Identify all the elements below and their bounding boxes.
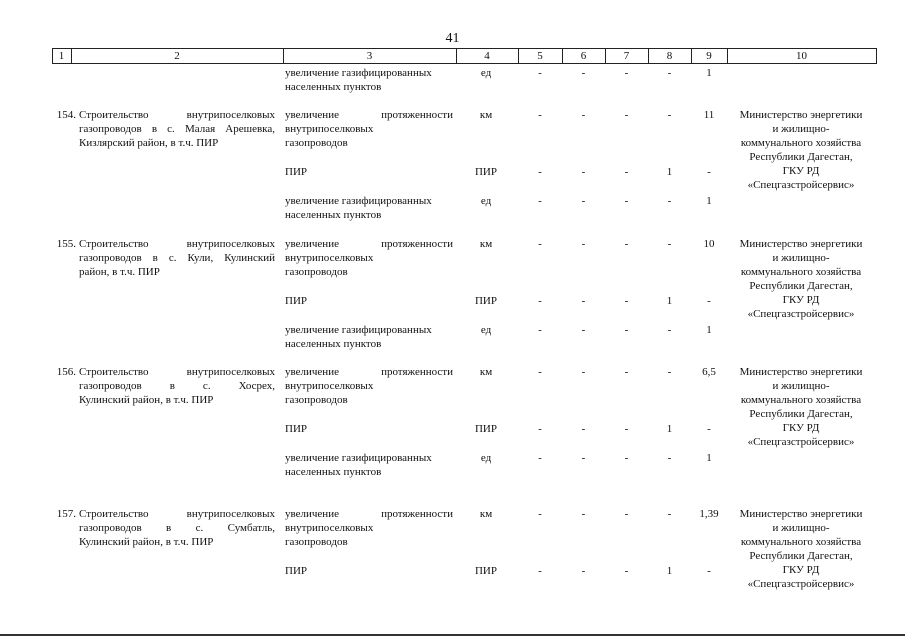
header-divider: [876, 48, 877, 64]
value-c5: -: [538, 565, 542, 577]
entry-name: газопроводов в с. Малая Арешевка,: [79, 123, 275, 135]
entry-name: газопроводов в с. Кули, Кулинский: [79, 252, 275, 264]
agency-text: коммунального хозяйства: [740, 137, 862, 149]
indicator-text: населенных пунктов: [285, 209, 382, 221]
value-c7: -: [624, 423, 629, 435]
entry-number: 157.: [56, 508, 76, 520]
value-c8: -: [667, 109, 672, 121]
header-cell-9: 9: [706, 50, 712, 62]
indicator-text: ПИР: [285, 295, 308, 307]
value-c4: км: [479, 508, 493, 520]
agency-text: ГКУ РД: [782, 422, 820, 434]
indicator-text: населенных пунктов: [285, 81, 382, 93]
indicator-text: увеличение протяженности: [285, 238, 453, 250]
value-c5: -: [538, 452, 542, 464]
agency-text: Республики Дагестан,: [749, 408, 853, 420]
value-c9: 1: [706, 67, 712, 79]
indicator-text: населенных пунктов: [285, 338, 382, 350]
indicator-text: газопроводов: [285, 394, 348, 406]
value-c7: -: [624, 565, 629, 577]
entry-name: Кулинский район, в т.ч. ПИР: [79, 536, 214, 548]
indicator-text: увеличение протяженности: [285, 109, 453, 121]
value-c7: -: [624, 366, 629, 378]
indicator-text: увеличение газифицированных: [285, 324, 432, 336]
value-c4: ПИР: [474, 565, 497, 577]
value-c8: 1: [666, 166, 673, 178]
value-c5: -: [538, 324, 542, 336]
entry-number: 156.: [56, 366, 76, 378]
value-c9: 10: [703, 238, 715, 250]
value-c4: км: [479, 238, 493, 250]
agency-text: ГКУ РД: [782, 294, 820, 306]
indicator-text: газопроводов: [285, 266, 348, 278]
value-c4: км: [479, 366, 493, 378]
indicator-text: ПИР: [285, 565, 308, 577]
indicator-text: внутрипоселковых: [285, 380, 374, 392]
value-c7: -: [624, 295, 629, 307]
indicator-text: увеличение газифицированных: [285, 452, 432, 464]
value-c7: -: [624, 166, 629, 178]
entry-name: Кулинский район, в т.ч. ПИР: [79, 394, 214, 406]
indicator-text: внутрипоселковых: [285, 123, 374, 135]
agency-text: коммунального хозяйства: [740, 394, 862, 406]
value-c6: -: [581, 195, 586, 207]
entry-name: газопроводов в с. Хосрех,: [79, 380, 275, 392]
header-cell-1: 1: [58, 50, 65, 62]
value-c9: 6,5: [702, 366, 716, 378]
value-c7: -: [624, 452, 629, 464]
value-c6: -: [581, 295, 586, 307]
indicator-text: населенных пунктов: [285, 466, 382, 478]
agency-text: коммунального хозяйства: [740, 536, 862, 548]
indicator-text: увеличение газифицированных: [285, 67, 432, 79]
value-c5: -: [538, 423, 542, 435]
entry-name: Строительство внутрипоселковых: [79, 508, 275, 520]
page-number: 41: [445, 31, 460, 46]
value-c7: -: [624, 238, 629, 250]
value-c6: -: [581, 166, 586, 178]
header-cell-8: 8: [666, 50, 673, 62]
value-c8: -: [667, 195, 672, 207]
header-cell-7: 7: [623, 50, 630, 62]
entry-name: Строительство внутрипоселковых: [79, 109, 275, 121]
value-c4: ПИР: [474, 166, 497, 178]
agency-text: и жилищно-: [772, 252, 830, 264]
indicator-text: увеличение протяженности: [285, 366, 453, 378]
agency-text: «Спецгазстройсервис»: [747, 179, 855, 191]
agency-text: Республики Дагестан,: [749, 550, 853, 562]
entry-name: Кизлярский район, в т.ч. ПИР: [79, 137, 219, 149]
value-c8: -: [667, 452, 672, 464]
indicator-text: ПИР: [285, 166, 308, 178]
value-c9: 1: [706, 452, 712, 464]
value-c8: 1: [666, 423, 673, 435]
value-c8: -: [667, 508, 672, 520]
value-c7: -: [624, 324, 629, 336]
entry-name: район, в т.ч. ПИР: [79, 266, 160, 278]
value-c5: -: [538, 67, 542, 79]
value-c6: -: [581, 366, 586, 378]
value-c5: -: [538, 166, 542, 178]
value-c8: 1: [666, 295, 673, 307]
value-c4: ед: [480, 195, 492, 207]
value-c5: -: [538, 195, 542, 207]
value-c5: -: [538, 508, 542, 520]
header-cell-5: 5: [537, 50, 543, 62]
value-c9: -: [707, 166, 711, 178]
bottom-border: [0, 634, 905, 636]
header-cell-3: 3: [366, 50, 373, 62]
agency-text: коммунального хозяйства: [740, 266, 862, 278]
agency-text: «Спецгазстройсервис»: [747, 578, 855, 590]
value-c9: 1,39: [699, 508, 719, 520]
indicator-text: ПИР: [285, 423, 308, 435]
value-c9: -: [707, 423, 711, 435]
agency-text: Министерство энергетики: [739, 109, 863, 121]
value-c9: -: [707, 565, 711, 577]
value-c6: -: [581, 67, 586, 79]
value-c9: 1: [706, 324, 712, 336]
value-c4: ПИР: [474, 423, 497, 435]
agency-text: «Спецгазстройсервис»: [747, 436, 855, 448]
value-c6: -: [581, 452, 586, 464]
agency-text: Республики Дагестан,: [749, 151, 853, 163]
indicator-text: газопроводов: [285, 137, 348, 149]
value-c6: -: [581, 324, 586, 336]
entry-name: газопроводов в с. Сумбатль,: [79, 522, 275, 534]
value-c6: -: [581, 109, 586, 121]
agency-text: и жилищно-: [772, 380, 830, 392]
header-cell-2: 2: [174, 50, 180, 62]
agency-text: ГКУ РД: [782, 165, 820, 177]
value-c8: -: [667, 67, 672, 79]
value-c6: -: [581, 565, 586, 577]
value-c5: -: [538, 109, 542, 121]
value-c6: -: [581, 238, 586, 250]
value-c5: -: [538, 295, 542, 307]
value-c4: ед: [480, 452, 492, 464]
value-c9: -: [707, 295, 711, 307]
agency-text: «Спецгазстройсервис»: [747, 308, 855, 320]
value-c4: ед: [480, 324, 492, 336]
value-c9: 1: [706, 195, 712, 207]
indicator-text: газопроводов: [285, 536, 348, 548]
value-c7: -: [624, 67, 629, 79]
value-c9: 11: [703, 109, 715, 121]
agency-text: и жилищно-: [772, 123, 830, 135]
value-c6: -: [581, 423, 586, 435]
entry-name: Строительство внутрипоселковых: [79, 238, 275, 250]
value-c5: -: [538, 366, 542, 378]
agency-text: Министерство энергетики: [739, 508, 863, 520]
agency-text: Министерство энергетики: [739, 238, 863, 250]
indicator-text: внутрипоселковых: [285, 522, 374, 534]
value-c6: -: [581, 508, 586, 520]
agency-text: Республики Дагестан,: [749, 280, 853, 292]
value-c8: 1: [666, 565, 673, 577]
value-c7: -: [624, 109, 629, 121]
value-c8: -: [667, 238, 672, 250]
agency-text: Министерство энергетики: [739, 366, 863, 378]
value-c4: км: [479, 109, 493, 121]
header-cell-4: 4: [484, 50, 490, 62]
indicator-text: увеличение протяженности: [285, 508, 453, 520]
value-c7: -: [624, 508, 629, 520]
value-c8: -: [667, 366, 672, 378]
header-cell-10: 10: [796, 50, 807, 62]
entry-number: 154.: [56, 109, 76, 121]
header-bottom-line: [52, 63, 876, 64]
value-c7: -: [624, 195, 629, 207]
entry-name: Строительство внутрипоселковых: [79, 366, 275, 378]
value-c4: ПИР: [474, 295, 497, 307]
header-cell-6: 6: [580, 50, 587, 62]
value-c5: -: [538, 238, 542, 250]
value-c4: ед: [480, 67, 492, 79]
entry-number: 155.: [56, 238, 76, 250]
value-c8: -: [667, 324, 672, 336]
agency-text: и жилищно-: [772, 522, 830, 534]
agency-text: ГКУ РД: [782, 564, 820, 576]
indicator-text: внутрипоселковых: [285, 252, 374, 264]
indicator-text: увеличение газифицированных: [285, 195, 432, 207]
